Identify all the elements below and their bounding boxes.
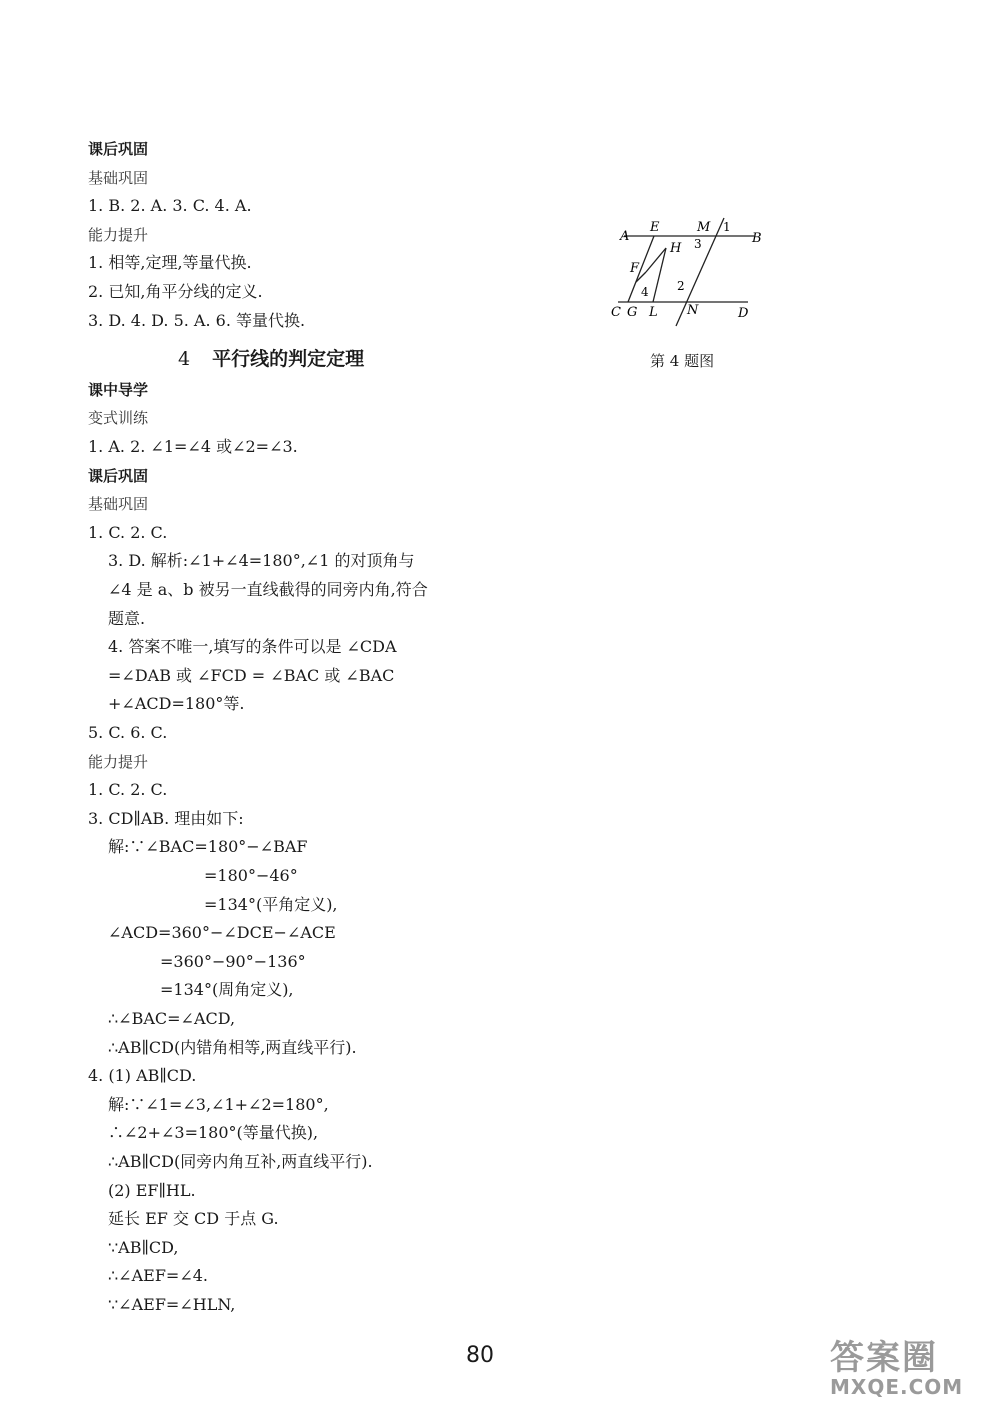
svg-text:C: C — [611, 305, 621, 320]
answer-line: =134°(周角定义), — [160, 980, 294, 1000]
svg-text:4: 4 — [641, 285, 649, 299]
svg-text:N: N — [687, 303, 699, 318]
svg-text:2: 2 — [677, 279, 685, 293]
svg-text:G: G — [627, 305, 638, 320]
exercise-group-label: 基础巩固 — [88, 168, 149, 187]
exercise-group-label: 能力提升 — [88, 752, 149, 771]
answer-line: =180°−46° — [204, 866, 298, 885]
answer-line: 题意. — [108, 608, 146, 628]
section-number: 4 — [178, 348, 191, 371]
svg-text:H: H — [670, 241, 682, 256]
section-subheading: 课中导学 — [88, 380, 149, 399]
answer-line: ∴∠AEF=∠4. — [108, 1266, 208, 1286]
svg-text:3: 3 — [694, 237, 702, 251]
answer-line: ∴∠2+∠3=180°(等量代换), — [108, 1123, 319, 1143]
section-subheading: 课后巩固 — [88, 466, 149, 485]
svg-text:1: 1 — [723, 220, 731, 234]
answer-line: 解:∵∠BAC=180°−∠BAF — [108, 837, 308, 857]
answer-line: ∠ACD=360°−∠DCE−∠ACE — [108, 923, 336, 943]
answer-line: +∠ACD=180°等. — [108, 694, 245, 714]
exercise-group-label: 能力提升 — [88, 225, 149, 244]
svg-text:B: B — [752, 231, 762, 246]
answer-line: ∴AB∥CD(同旁内角互补,两直线平行). — [108, 1152, 373, 1171]
answer-line: =∠DAB 或 ∠FCD = ∠BAC 或 ∠BAC — [108, 665, 395, 685]
answer-line: 4. 答案不唯一,填写的条件可以是 ∠CDA — [108, 637, 397, 657]
answer-line: 1. A. 2. ∠1=∠4 或∠2=∠3. — [88, 437, 298, 456]
section-heading — [178, 344, 364, 371]
section-subheading: 课后巩固 — [88, 140, 149, 158]
answer-line: 4. (1) AB∥CD. — [88, 1066, 197, 1086]
svg-text:L: L — [649, 305, 658, 320]
answer-line: 1. C. 2. C. — [88, 522, 168, 542]
answer-line: 2. 已知,角平分线的定义. — [88, 282, 263, 301]
figure-caption: 第 4 题图 — [650, 352, 715, 370]
geometry-figure — [606, 214, 762, 326]
answer-line: 5. C. 6. C. — [88, 723, 168, 742]
answer-line: 3. CD∥AB. 理由如下: — [88, 808, 244, 828]
watermark-logo-text: 答案圈 — [830, 1338, 938, 1378]
parallel-lines-diagram — [606, 214, 762, 326]
answer-line: 3. D. 解析:∠1+∠4=180°,∠1 的对顶角与 — [108, 551, 415, 571]
svg-text:F: F — [630, 261, 640, 276]
exercise-group-label: 变式训练 — [88, 409, 149, 428]
answer-line: (2) EF∥HL. — [108, 1180, 196, 1200]
answer-line: ∠4 是 a、b 被另一直线截得的同旁内角,符合 — [108, 580, 428, 599]
answer-line: =360°−90°−136° — [160, 951, 306, 971]
exercise-group-label: 基础巩固 — [88, 495, 149, 514]
answer-line: 1. C. 2. C. — [88, 780, 168, 800]
answer-line: 3. D. 4. D. 5. A. 6. 等量代换. — [88, 310, 306, 330]
svg-text:A: A — [620, 229, 630, 244]
answer-line: 延长 EF 交 CD 于点 G. — [108, 1209, 279, 1229]
page-number: 80 — [466, 1343, 494, 1368]
answer-line: 1. 相等,定理,等量代换. — [88, 253, 252, 273]
answer-line: ∵AB∥CD, — [108, 1237, 179, 1257]
section-title: 平行线的判定定理 — [212, 348, 365, 371]
answer-line: 1. B. 2. A. 3. C. 4. A. — [88, 196, 252, 216]
answer-line: 解:∵∠1=∠3,∠1+∠2=180°, — [108, 1094, 329, 1114]
watermark — [830, 1330, 963, 1399]
answer-line: =134°(平角定义), — [204, 894, 338, 914]
answer-line: ∴∠BAC=∠ACD, — [108, 1009, 236, 1028]
svg-text:M: M — [697, 220, 711, 235]
watermark-url: MXQE.COM — [830, 1375, 964, 1399]
svg-text:D: D — [738, 306, 749, 321]
answer-line: ∴AB∥CD(内错角相等,两直线平行). — [108, 1037, 357, 1057]
answer-line: ∵∠AEF=∠HLN, — [108, 1295, 236, 1314]
svg-text:E: E — [650, 220, 660, 235]
